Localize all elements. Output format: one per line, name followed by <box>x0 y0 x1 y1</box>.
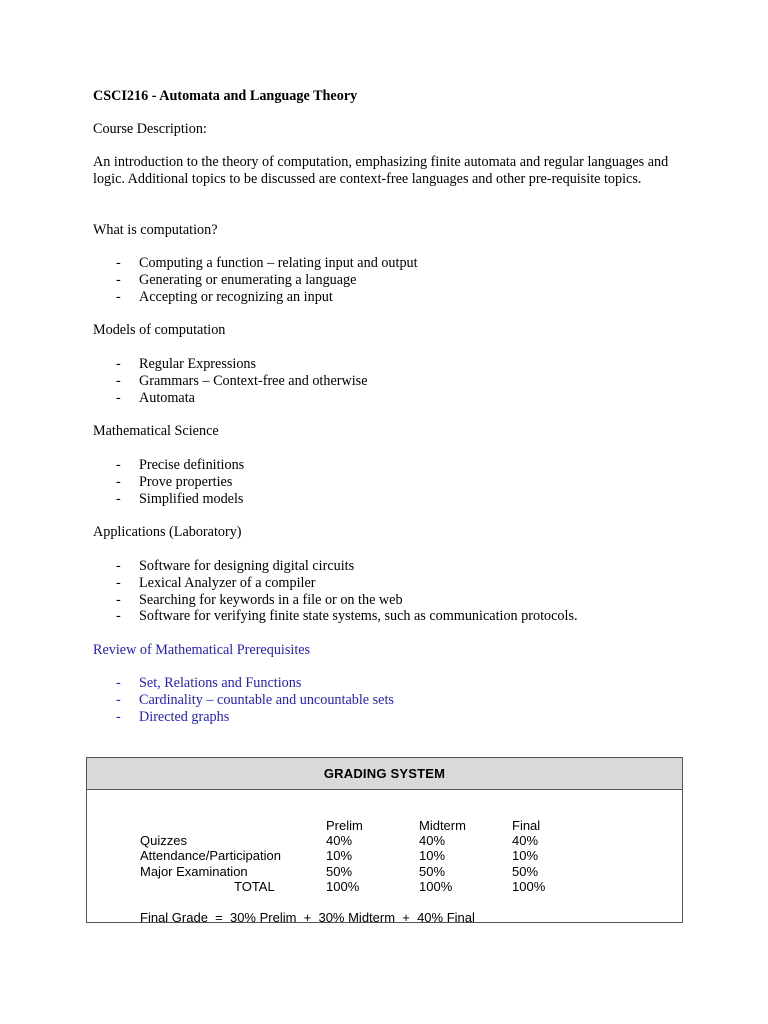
cell-prelim: 50% <box>326 864 353 879</box>
list-item-text: Set, Relations and Functions <box>139 675 302 691</box>
row-label: Major Examination <box>140 864 248 879</box>
section-heading-prerequisites: Review of Mathematical Prerequisites <box>93 642 311 658</box>
section-heading-models: Models of computation <box>93 322 226 338</box>
bullet-dash: - <box>116 457 121 473</box>
list-item-text: Grammars – Context-free and otherwise <box>139 372 368 389</box>
cell-final: 50% <box>512 864 539 879</box>
cell-midterm: 10% <box>419 848 446 863</box>
list-item <box>116 709 394 726</box>
list-item <box>116 255 418 272</box>
row-label: Attendance/Participation <box>140 848 281 863</box>
bullet-dash: - <box>116 558 121 574</box>
bullet-dash: - <box>116 691 121 708</box>
section-heading-computation: What is computation? <box>93 222 218 238</box>
document-title: CSCI216 - Automata and Language Theory <box>93 88 358 104</box>
list-item-text: Accepting or recognizing an input <box>139 288 333 305</box>
list-item <box>116 592 578 609</box>
list-item-text: Directed graphs <box>139 708 230 725</box>
cell-prelim: 40% <box>326 833 353 848</box>
list-item-text: Generating or enumerating a language <box>139 271 357 288</box>
grading-table-title: GRADING SYSTEM <box>87 758 682 790</box>
row-label: Quizzes <box>140 833 187 848</box>
column-header-midterm: Midterm <box>419 818 466 833</box>
cell-final: 40% <box>512 833 539 848</box>
cell-final: 10% <box>512 848 539 863</box>
list-item-text: Simplified models <box>139 490 244 507</box>
list-item <box>116 390 368 407</box>
bullet-dash: - <box>116 473 121 490</box>
cell-final: 100% <box>512 879 546 894</box>
list-item-text: Prove properties <box>139 473 233 490</box>
cell-midterm: 50% <box>419 864 446 879</box>
list-item-text: Automata <box>139 389 195 406</box>
list-computation <box>116 255 418 305</box>
bullet-dash: - <box>116 255 121 271</box>
list-item-text: Regular Expressions <box>139 356 257 372</box>
cell-prelim: 10% <box>326 848 353 863</box>
bullet-dash: - <box>116 490 121 507</box>
cell-midterm: 100% <box>419 879 453 894</box>
list-item <box>116 474 244 491</box>
bullet-dash: - <box>116 608 121 625</box>
list-item <box>116 675 394 692</box>
list-item-text: Cardinality – countable and uncountable sets <box>139 691 394 708</box>
list-item <box>116 575 578 592</box>
course-description-text: An introduction to the theory of computation, emphasizing finite automata and regular languages and logic. Additional topics to be discussed are context-free languages and other pre-requisite topics. <box>93 154 669 187</box>
bullet-dash: - <box>116 389 121 406</box>
bullet-dash: - <box>116 372 121 389</box>
list-item <box>116 457 244 474</box>
list-item <box>116 272 418 289</box>
bullet-dash: - <box>116 356 121 372</box>
list-item-text: Searching for keywords in a file or on the web <box>139 591 403 608</box>
bullet-dash: - <box>116 271 121 288</box>
list-item <box>116 491 244 508</box>
list-applications <box>116 558 578 625</box>
list-item-text: Software for designing digital circuits <box>139 558 355 574</box>
cell-prelim: 100% <box>326 879 360 894</box>
list-item <box>116 289 418 306</box>
list-item <box>116 373 368 390</box>
list-item <box>116 608 578 625</box>
list-item-text: Lexical Analyzer of a compiler <box>139 574 316 591</box>
column-header-final: Final <box>512 818 541 833</box>
list-item-text: Software for verifying finite state systems, such as communication protocols. <box>139 608 578 625</box>
section-heading-applications: Applications (Laboratory) <box>93 524 242 540</box>
column-header-prelim: Prelim <box>326 818 363 833</box>
cell-midterm: 40% <box>419 833 446 848</box>
bullet-dash: - <box>116 288 121 305</box>
final-grade-formula: Final Grade = 30% Prelim + 30% Midterm + 40% Final <box>140 910 475 925</box>
bullet-dash: - <box>116 591 121 608</box>
list-item <box>116 356 368 373</box>
list-item-text: Computing a function – relating input and output <box>139 255 418 271</box>
course-description-heading: Course Description: <box>93 121 207 137</box>
list-prerequisites <box>116 675 394 725</box>
row-label-total: TOTAL <box>234 879 275 894</box>
list-item <box>116 692 394 709</box>
list-models <box>116 356 368 406</box>
bullet-dash: - <box>116 574 121 591</box>
bullet-dash: - <box>116 675 121 691</box>
grading-system-table <box>86 757 683 923</box>
list-item-text: Precise definitions <box>139 457 245 473</box>
list-math-science <box>116 457 244 507</box>
list-item <box>116 558 578 575</box>
section-heading-math-science: Mathematical Science <box>93 423 219 439</box>
bullet-dash: - <box>116 708 121 725</box>
